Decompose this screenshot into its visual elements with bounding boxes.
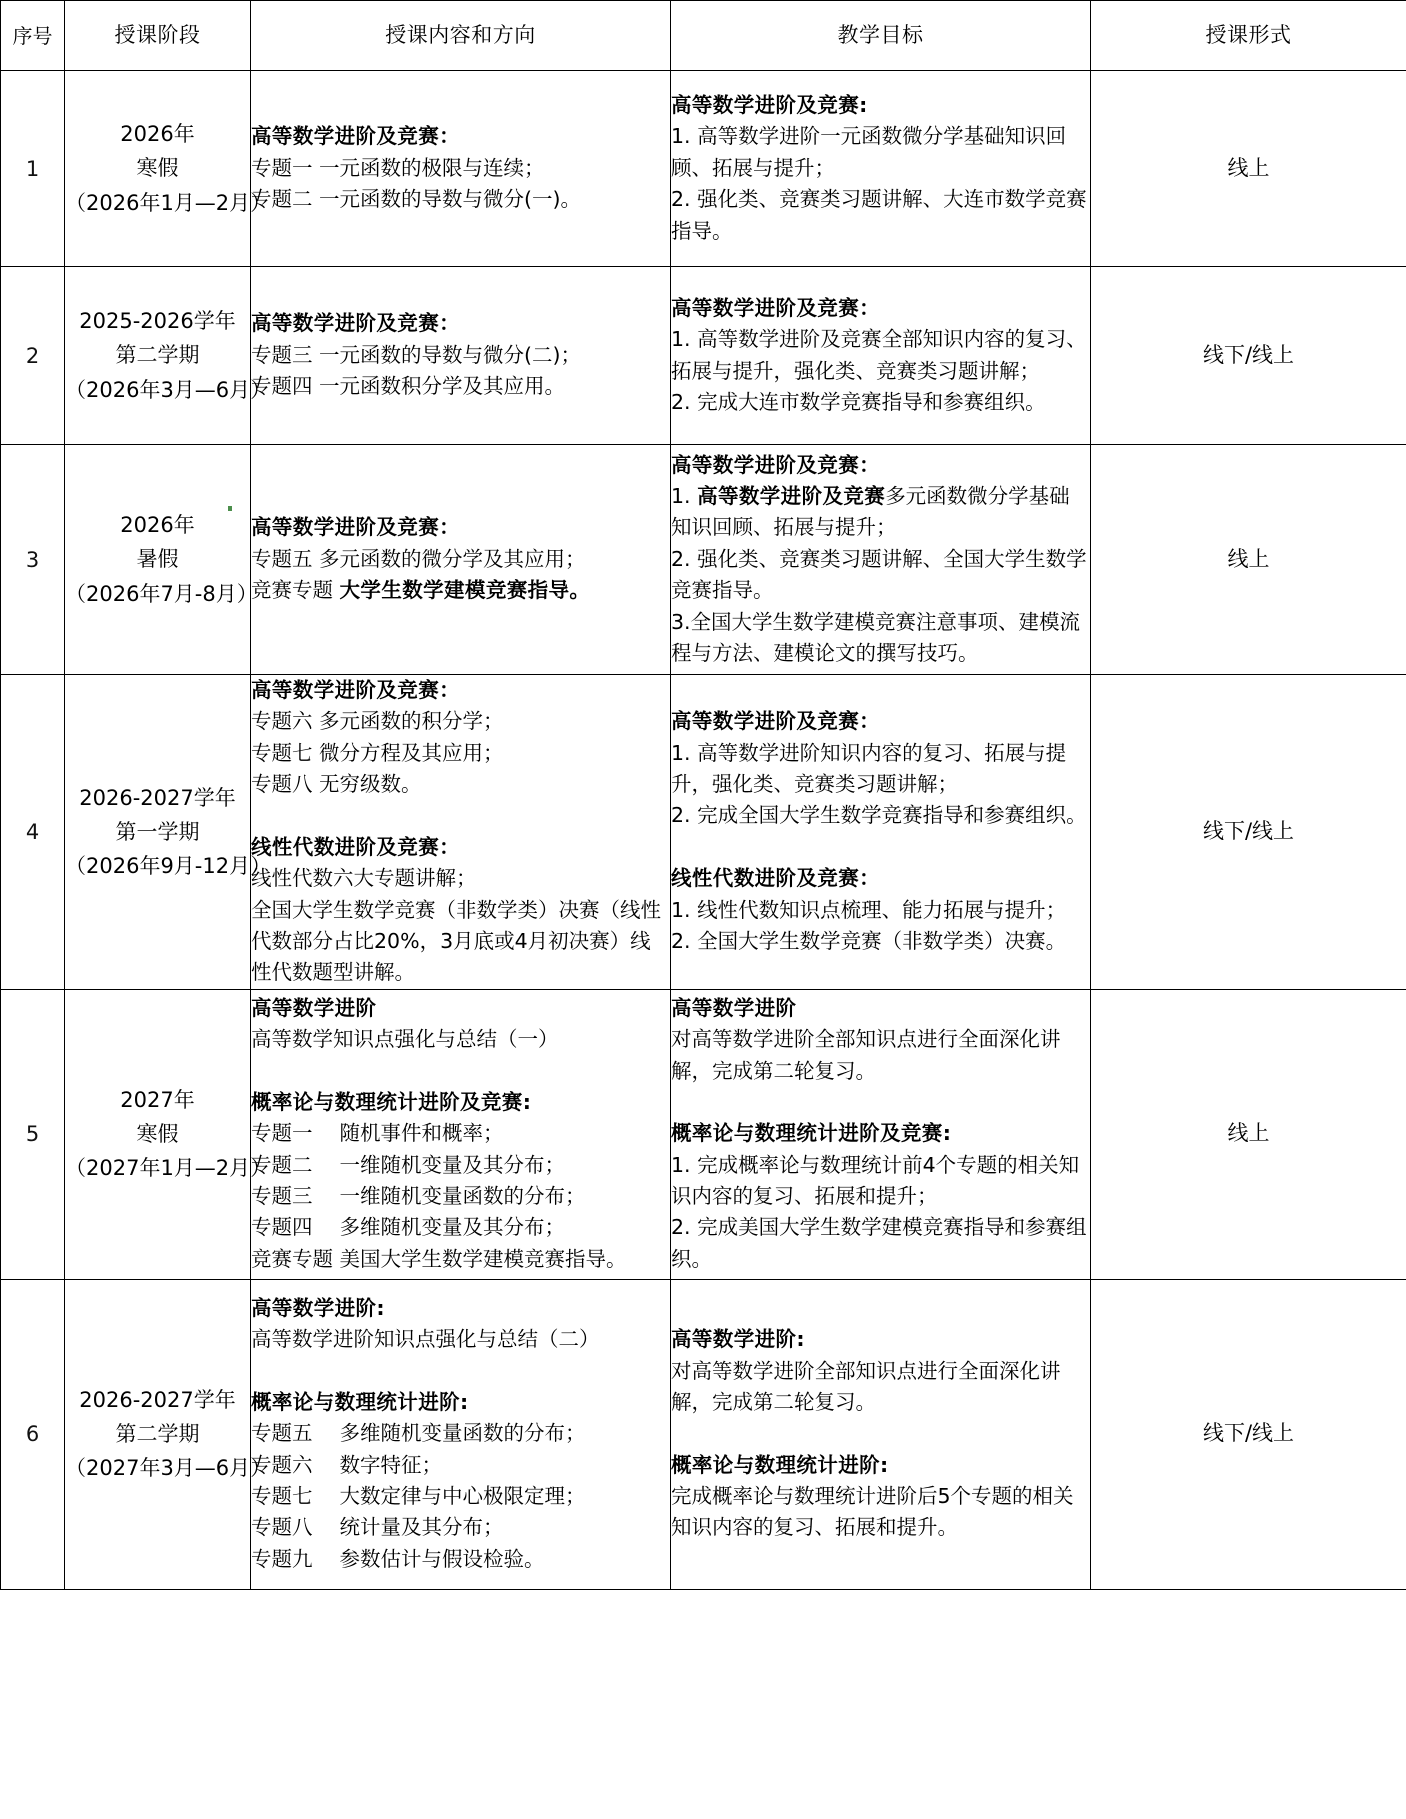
block-line: 2. 完成美国大学生数学建模竞赛指导和参赛组织。 <box>671 1215 1087 1271</box>
column-header-form: 授课形式 <box>1091 1 1406 71</box>
block-title: 高等数学进阶及竞赛： <box>251 124 460 149</box>
table-row <box>1 267 1406 445</box>
goal-cell <box>671 71 1091 267</box>
block-line: 1. 高等数学进阶及竞赛全部知识内容的复习、拓展与提升，强化类、竞赛类习题讲解； <box>671 327 1087 383</box>
content-cell <box>251 267 671 445</box>
block-line: 专题九 参数估计与假设检验。 <box>251 1546 545 1571</box>
stage-line: （2026年7月-8月） <box>65 581 258 606</box>
goal-cell <box>671 445 1091 675</box>
table-row <box>1 71 1406 267</box>
line-emphasis: 高等数学进阶及竞赛 <box>697 484 886 509</box>
block-line: 高等数学进阶知识点强化与总结（二） <box>251 1327 600 1352</box>
content-cell <box>251 1279 671 1589</box>
table-row <box>1 989 1406 1279</box>
block-title: 概率论与数理统计进阶: <box>671 1452 889 1477</box>
table-body <box>1 71 1406 1590</box>
paragraph-gap <box>671 1087 1090 1118</box>
stage-line: 第二学期 <box>115 1422 200 1447</box>
block-line: 专题七 微分方程及其应用； <box>251 740 504 765</box>
paragraph-gap <box>671 1418 1090 1449</box>
stage-cell <box>65 675 272 990</box>
block-line: 专题七 大数定律与中心极限定理； <box>251 1484 586 1509</box>
block-line: 2. 完成大连市数学竞赛指导和参赛组织。 <box>671 389 1046 414</box>
stage-line: 第一学期 <box>115 819 200 844</box>
content-cell <box>251 71 671 267</box>
form-cell: 线上 <box>1091 71 1406 267</box>
block-line: 完成概率论与数理统计进阶后5个专题的相关知识内容的复习、拓展和提升。 <box>671 1484 1074 1540</box>
goal-cell <box>671 1279 1091 1589</box>
block-title: 高等数学进阶及竞赛： <box>251 678 460 702</box>
block-line: 专题三 一元函数的导数与微分(二)； <box>251 342 582 367</box>
stage-line: 第二学期 <box>115 343 200 368</box>
form-cell: 线下/线上 <box>1091 1279 1406 1589</box>
form-cell: 线下/线上 <box>1091 675 1406 990</box>
block-line: 专题三 一维随机变量函数的分布； <box>251 1184 586 1209</box>
block-line <box>671 481 1090 544</box>
block-line: 1. 高等数学进阶知识内容的复习、拓展与提升，强化类、竞赛类习题讲解； <box>671 740 1067 797</box>
line-rest: 多元函数微分学基础知识回顾、拓展与提升； <box>671 484 1070 540</box>
block-line: 专题六 多元函数的积分学； <box>251 709 504 734</box>
table-header <box>1 1 1406 71</box>
stage-line: 2026-2027学年 <box>79 1388 236 1413</box>
block-line: 专题八 统计量及其分布； <box>251 1515 504 1540</box>
block-line: 全国大学生数学竞赛（非数学类）决赛（线性代数部分占比20%，3月底或4月初决赛）线性代数题型讲解。 <box>251 897 661 985</box>
row-number: 2 <box>1 267 65 445</box>
stage-line: 寒假 <box>136 156 179 181</box>
block-line: 专题六 数字特征； <box>251 1452 443 1477</box>
row-number: 4 <box>1 675 65 990</box>
stage-line: 2026年 <box>120 122 195 147</box>
column-header-stage: 授课阶段 <box>65 1 251 71</box>
line-prefix: 1. <box>671 484 698 509</box>
stage-cell <box>65 71 272 267</box>
block-line: 2. 全国大学生数学竞赛（非数学类）决赛。 <box>671 928 1067 953</box>
block-title: 高等数学进阶及竞赛: <box>671 93 868 118</box>
form-cell: 线下/线上 <box>1091 267 1406 445</box>
row-number: 6 <box>1 1279 65 1589</box>
block-line: 1. 完成概率论与数理统计前4个专题的相关知识内容的复习、拓展和提升； <box>671 1152 1080 1209</box>
stage-line: （2027年3月—6月） <box>65 1456 272 1481</box>
block-title: 高等数学进阶及竞赛： <box>671 452 880 477</box>
block-line: 竞赛专题 美国大学生数学建模竞赛指导。 <box>251 1246 627 1271</box>
block-title: 线性代数进阶及竞赛： <box>671 866 880 891</box>
form-cell: 线上 <box>1091 445 1406 675</box>
goal-cell <box>671 675 1091 990</box>
header-row <box>1 1 1406 71</box>
block-line: 专题一 随机事件和概率； <box>251 1121 504 1146</box>
block-line: 3.全国大学生数学建模竞赛注意事项、建模流程与方法、建模论文的撰写技巧。 <box>671 609 1081 665</box>
line-prefix: 竞赛专题 <box>251 578 340 603</box>
line-emphasis: 大学生数学建模竞赛指导。 <box>339 578 591 603</box>
block-line: 专题一 一元函数的极限与连续； <box>251 155 545 180</box>
block-title: 线性代数进阶及竞赛： <box>251 834 460 859</box>
block-line: 专题四 多维随机变量及其分布； <box>251 1215 566 1240</box>
block-line <box>251 575 670 606</box>
block-line: 对高等数学进阶全部知识点进行全面深化讲解，完成第二轮复习。 <box>671 1358 1061 1415</box>
content-cell <box>251 445 671 675</box>
stage-line: 寒假 <box>136 1122 179 1147</box>
block-title: 高等数学进阶: <box>251 1295 385 1320</box>
table-row <box>1 675 1406 990</box>
block-line: 2. 完成全国大学生数学竞赛指导和参赛组织。 <box>671 803 1087 828</box>
content-cell <box>251 675 671 990</box>
block-line: 高等数学知识点强化与总结（一） <box>251 1027 559 1052</box>
column-header-no: 序号 <box>1 1 65 71</box>
column-header-content: 授课内容和方向 <box>251 1 671 71</box>
block-title: 高等数学进阶及竞赛： <box>251 515 460 540</box>
table-row <box>1 1279 1406 1589</box>
block-line: 专题八 无穷级数。 <box>251 772 422 797</box>
block-title: 高等数学进阶: <box>671 1327 805 1352</box>
row-number: 3 <box>1 445 65 675</box>
block-line: 2. 强化类、竞赛类习题讲解、大连市数学竞赛指导。 <box>671 187 1087 243</box>
column-header-goal: 教学目标 <box>671 1 1091 71</box>
stage-line: （2026年3月—6月） <box>65 377 272 402</box>
block-line: 专题五 多维随机变量函数的分布； <box>251 1421 586 1446</box>
stage-line: 2026年 <box>120 513 195 538</box>
block-title: 高等数学进阶 <box>671 995 797 1020</box>
stage-line: （2026年9月-12月） <box>65 853 272 878</box>
block-title: 概率论与数理统计进阶: <box>251 1390 469 1415</box>
row-number: 1 <box>1 71 65 267</box>
stage-line: 2025-2026学年 <box>79 309 236 334</box>
stage-line: （2027年1月—2月） <box>65 1156 272 1181</box>
block-title: 高等数学进阶及竞赛： <box>671 295 880 320</box>
paragraph-gap <box>251 1356 670 1387</box>
stage-cell <box>65 989 272 1279</box>
table-row <box>1 445 1406 675</box>
block-line: 专题二 一元函数的导数与微分(一)。 <box>251 187 582 212</box>
block-line: 专题四 一元函数积分学及其应用。 <box>251 374 566 399</box>
row-number: 5 <box>1 989 65 1279</box>
block-line: 专题二 一维随机变量及其分布； <box>251 1152 566 1177</box>
block-title: 高等数学进阶 <box>251 995 377 1020</box>
block-title: 高等数学进阶及竞赛： <box>251 311 460 336</box>
paragraph-gap <box>251 1056 670 1087</box>
goal-cell <box>671 267 1091 445</box>
block-line: 线性代数六大专题讲解； <box>251 866 477 891</box>
stage-line: （2026年1月—2月） <box>65 190 272 215</box>
stage-cell <box>65 267 272 445</box>
stage-line: 2027年 <box>120 1088 195 1113</box>
goal-cell <box>671 989 1091 1279</box>
stage-cell <box>65 1279 272 1589</box>
block-line: 专题五 多元函数的微分学及其应用； <box>251 546 586 571</box>
stage-line: 暑假 <box>136 547 179 572</box>
form-cell: 线上 <box>1091 989 1406 1279</box>
stage-line: 2026-2027学年 <box>79 785 236 810</box>
scan-artifact-speck <box>228 506 232 511</box>
block-line: 2. 强化类、竞赛类习题讲解、全国大学生数学竞赛指导。 <box>671 546 1087 603</box>
block-title: 高等数学进阶及竞赛： <box>671 709 880 734</box>
stage-cell <box>65 445 258 675</box>
block-line: 1. 线性代数知识点梳理、能力拓展与提升； <box>671 897 1067 922</box>
content-cell <box>251 989 671 1279</box>
block-title: 概率论与数理统计进阶及竞赛: <box>671 1121 952 1146</box>
paragraph-gap <box>671 832 1090 863</box>
paragraph-gap <box>251 800 670 831</box>
block-line: 对高等数学进阶全部知识点进行全面深化讲解，完成第二轮复习。 <box>671 1027 1061 1083</box>
block-line: 1. 高等数学进阶一元函数微分学基础知识回顾、拓展与提升； <box>671 124 1067 180</box>
block-title: 概率论与数理统计进阶及竞赛: <box>251 1090 532 1115</box>
